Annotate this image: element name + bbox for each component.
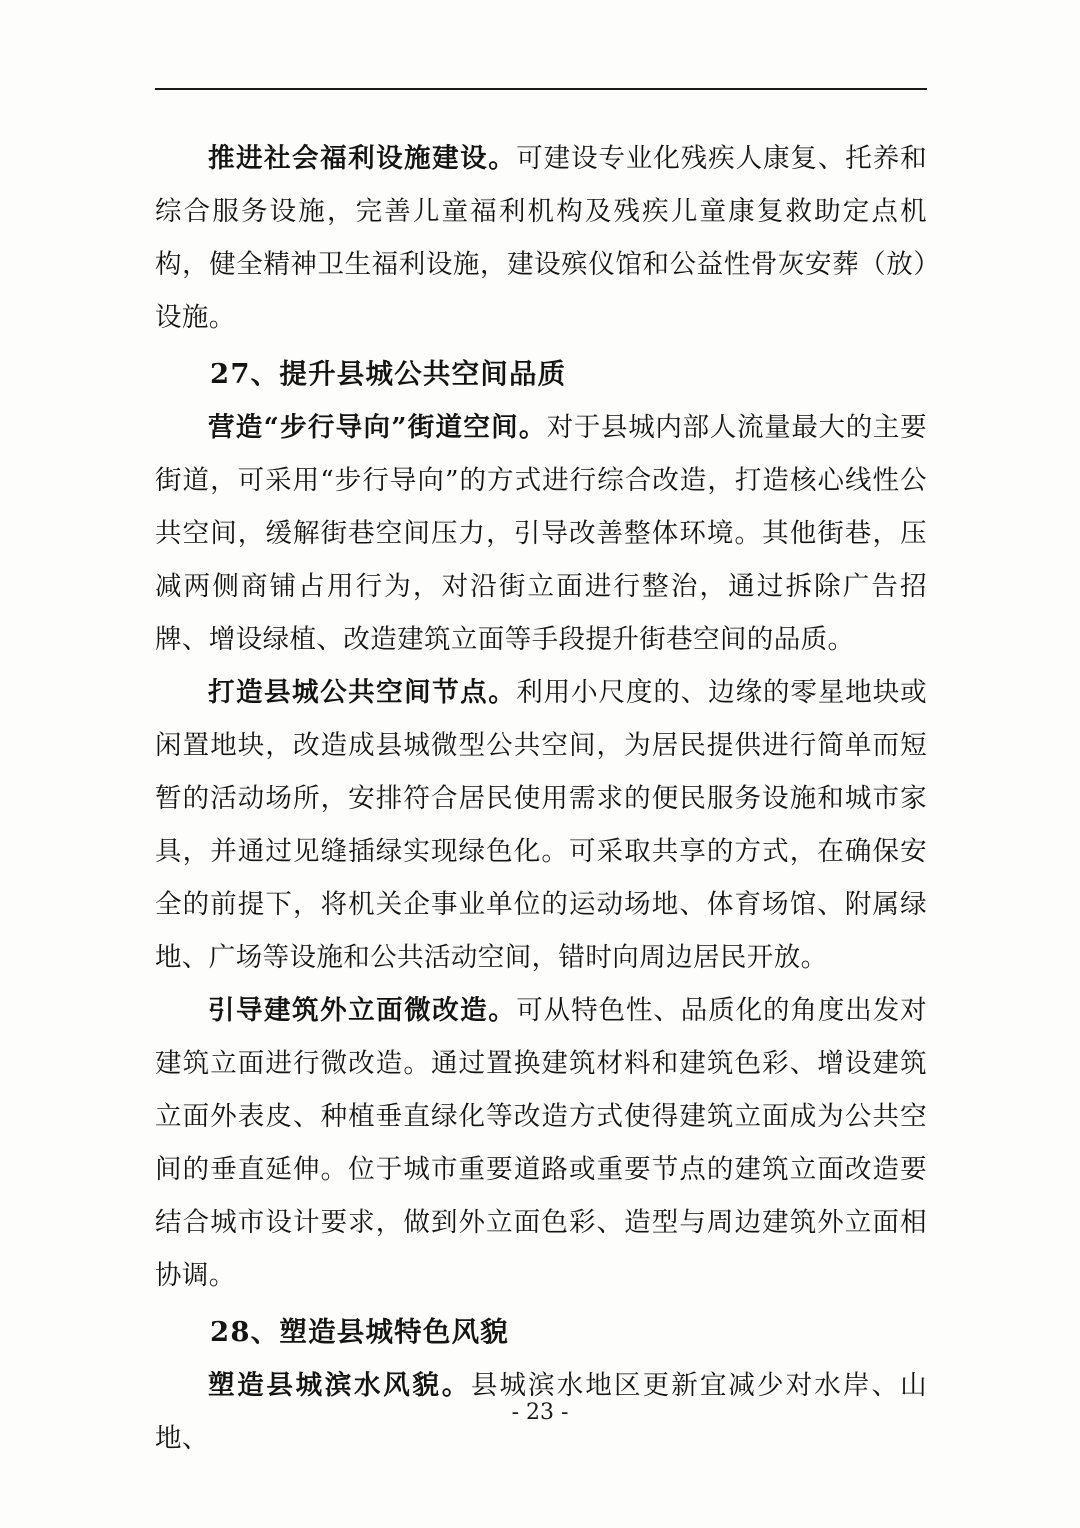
paragraph-facade-micro-renovation [155,984,927,1302]
paragraph-welfare-facilities [155,132,927,344]
paragraph-pedestrian-street [155,401,927,666]
paragraph-lead: 引导建筑外立面微改造。 [208,995,517,1026]
section-heading-28: 28、塑造县城特色风貌 [210,1316,509,1348]
page-number: - 23 - [511,1400,569,1425]
paragraph-body: 可建设专业化残疾人康复、托养和综合服务设施，完善儿童福利机构及残疾儿童康复救助定点机构，健全精神卫生福利设施，建设殡仪馆和公益性骨灰安葬（放）设施。 [155,143,928,333]
page-content [155,88,927,1465]
paragraph-lead: 打造县城公共空间节点。 [208,677,517,708]
paragraph-public-space-nodes [155,666,927,984]
paragraph-lead: 营造“步行导向”街道空间。 [208,412,547,443]
paragraph-body: 对于县城内部人流量最大的主要街道，可采用“步行导向”的方式进行综合改造，打造核心线性公共空间，缓解街巷空间压力，引导改善整体环境。其他街巷，压减两侧商铺占用行为，对沿街立面进行整治，通过拆除广告招牌、增设绿植、改造建筑立面等手段提升街巷空间的品质。 [155,412,927,655]
section-heading-27: 27、提升县城公共空间品质 [210,358,567,390]
header-divider [155,88,927,90]
paragraph-lead: 推进社会福利设施建设。 [208,143,517,174]
paragraph-body: 可从特色性、品质化的角度出发对建筑立面进行微改造。通过置换建筑材料和建筑色彩、增设建筑立面外表皮、种植垂直绿化等改造方式使得建筑立面成为公共空间的垂直延伸。位于城市重要道路或重要节点的建筑立面改造要结合城市设计要求，做到外立面色彩、造型与周边建筑外立面相协调。 [155,995,928,1291]
paragraph-body: 县城滨水地区更新宜减少对水岸、山地、 [155,1370,928,1454]
paragraph-body: 利用小尺度的、边缘的零星地块或闲置地块，改造成县城微型公共空间，为居民提供进行简单而短暂的活动场所，安排符合居民使用需求的便民服务设施和城市家具，并通过见缝插绿实现绿色化。可采取共享的方式，在确保安全的前提下，将机关企事业单位的运动场地、体育场馆、附属绿地、广场等设施和公共活动空间，错时向周边居民开放。 [155,677,928,973]
paragraph-lead: 塑造县城滨水风貌。 [208,1370,471,1401]
